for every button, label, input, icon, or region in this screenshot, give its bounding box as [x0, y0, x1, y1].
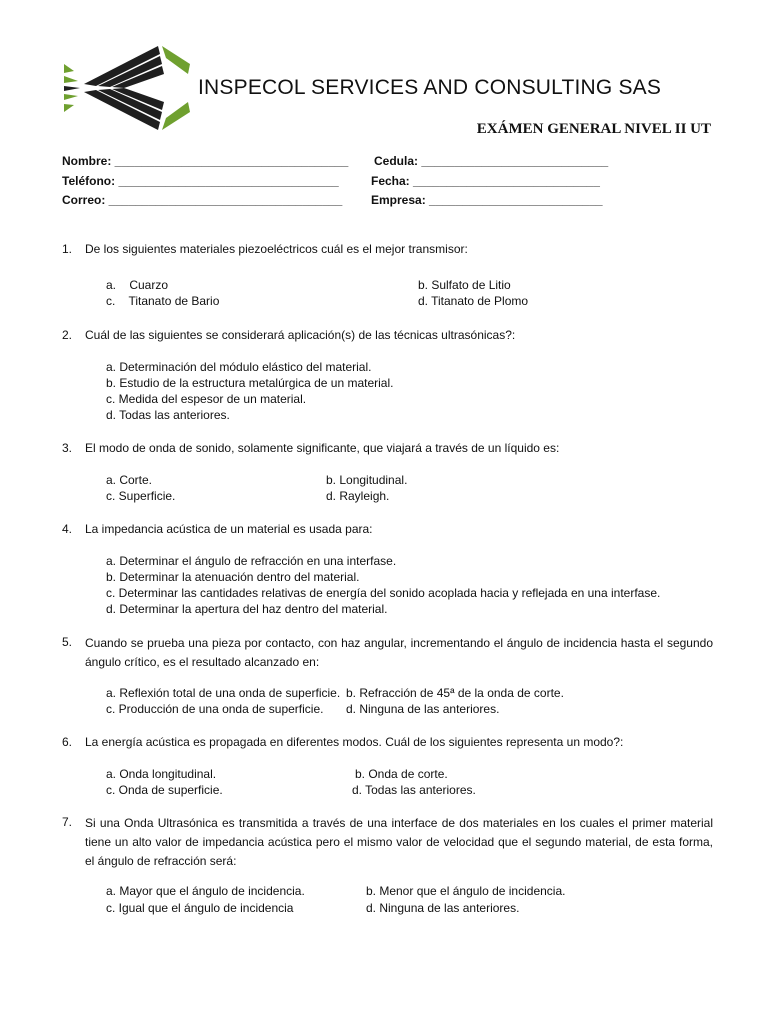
option-b: b. Determinar la atenuación dentro del material. [106, 570, 360, 584]
option-b: b. Menor que el ángulo de incidencia. [366, 884, 566, 898]
exam-title: EXÁMEN GENERAL NIVEL II UT [476, 121, 711, 137]
option-c: c. Titanato de Bario [106, 294, 220, 308]
question-text: Cuál de las siguientes se considerará aplicación(s) de las técnicas ultrasónicas?: [85, 328, 516, 342]
question-number: 1. [62, 242, 73, 256]
option-c: c. Medida del espesor de un material. [106, 392, 307, 406]
option-b: b. Longitudinal. [326, 473, 408, 487]
option-c: c. Producción de una onda de superficie. [106, 702, 324, 716]
field-nombre: Nombre: ___________________________________ [62, 154, 349, 168]
question-text: La energía acústica es propagada en diferentes modos. Cuál de los siguientes representa un modo?: [85, 735, 624, 749]
field-empresa: Empresa: __________________________ [371, 193, 603, 207]
option-c: c. Determinar las cantidades relativas de energía del sonido acoplada hacia y reflejada en una interfase. [106, 586, 661, 600]
option-a: a. Onda longitudinal. [106, 767, 217, 781]
question-text: Si una Onda Ultrasónica es transmitida a través de una interface de dos materiales en los cuales el primer material tiene un alto valor de impedancia acústica pero el mismo valor de velocidad que el segundo material, de esta forma, el ángulo de refracción será: [85, 816, 713, 868]
field-cedula: Cedula: ____________________________ [374, 154, 609, 168]
option-b: b. Onda de corte. [355, 767, 448, 781]
company-name: INSPECOL SERVICES AND CONSULTING SAS [198, 76, 662, 99]
option-b: b. Refracción de 45ª de la onda de corte. [346, 686, 564, 700]
field-telefono: Teléfono: _________________________________ [62, 174, 339, 188]
question-number: 5. [62, 635, 73, 649]
option-d: d. Rayleigh. [326, 489, 390, 503]
question-number: 6. [62, 735, 73, 749]
question-text: Cuando se prueba una pieza por contacto, con haz angular, incrementando el ángulo de incidencia hasta el segundo ángulo crítico, es el resultado alcanzado en: [85, 636, 713, 669]
option-b: b. Estudio de la estructura metalúrgica de un material. [106, 376, 394, 390]
question-number: 7. [62, 815, 73, 829]
option-d: d. Titanato de Plomo [418, 294, 529, 308]
option-a: a. Determinar el ángulo de refracción en una interfase. [106, 554, 397, 568]
question-number: 2. [62, 328, 73, 342]
option-c: c. Igual que el ángulo de incidencia [106, 901, 294, 915]
question-number: 4. [62, 522, 73, 536]
field-correo: Correo: ___________________________________ [62, 193, 343, 207]
option-a: a. Corte. [106, 473, 153, 487]
option-a: a. Determinación del módulo elástico del material. [106, 360, 372, 374]
option-d: d. Ninguna de las anteriores. [366, 901, 520, 915]
option-a: a. Cuarzo [106, 278, 169, 292]
option-c: c. Onda de superficie. [106, 783, 223, 797]
question-text: La impedancia acústica de un material es usada para: [85, 522, 373, 536]
question-number: 3. [62, 441, 73, 455]
question-text: De los siguientes materiales piezoeléctricos cuál es el mejor transmisor: [85, 242, 468, 256]
option-d: d. Todas las anteriores. [352, 783, 476, 797]
option-d: d. Todas las anteriores. [106, 408, 230, 422]
option-a: a. Mayor que el ángulo de incidencia. [106, 884, 305, 898]
option-a: a. Reflexión total de una onda de superficie. [106, 686, 341, 700]
option-b: b. Sulfato de Litio [418, 278, 511, 292]
company-logo [62, 44, 192, 132]
question-text: El modo de onda de sonido, solamente significante, que viajará a través de un líquido es: [85, 441, 560, 455]
option-d: d. Determinar la apertura del haz dentro del material. [106, 602, 388, 616]
field-fecha: Fecha: ____________________________ [371, 174, 600, 188]
option-c: c. Superficie. [106, 489, 176, 503]
option-d: d. Ninguna de las anteriores. [346, 702, 500, 716]
